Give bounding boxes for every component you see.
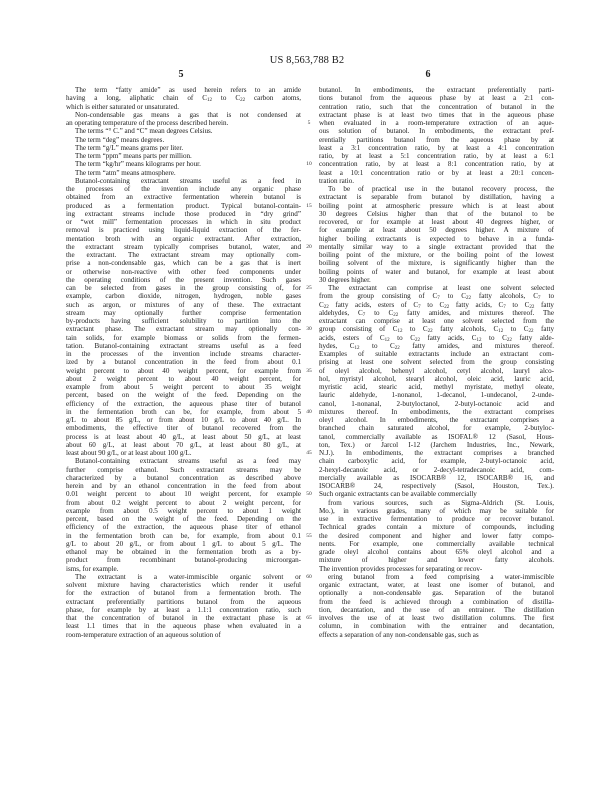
text-line: example from about 0.5 weight percent to about 1 weight [66, 506, 301, 515]
text-line: The invention provides processes for separating or recov- [319, 564, 483, 573]
text-line: the extractant stream typically comprises butanol, water, and [66, 242, 301, 251]
line-number: 10 [306, 161, 312, 168]
text-line: The extractant can comprise at least one solvent selected [328, 284, 554, 292]
line-number: 25 [306, 285, 312, 291]
text-line: lauric aldehyde, 1-nonanol, 1-decanol, 1-undecanol, 2-unde- [319, 391, 554, 400]
line-number-spacer [301, 548, 317, 556]
line-number-spacer [301, 276, 317, 284]
line-number-spacer [301, 94, 317, 102]
line-number-spacer [301, 111, 317, 119]
text-line: least about 90 g/L, or at least about 100 g/L. [66, 449, 192, 457]
line-number-spacer [301, 457, 317, 465]
text-line: The term “fatty amide” as used herein refers to an amide [75, 86, 301, 94]
text-line: Examples of suitable extractants include an extractant com- [319, 350, 554, 358]
line-number-spacer [301, 391, 317, 399]
line-number-spacer [301, 210, 317, 218]
text-line: characterized by a butanol concentration as described above [66, 473, 301, 482]
text-line: in the processes of the invention include streams character- [66, 350, 301, 358]
line-number-spacer [301, 136, 317, 144]
line-number-gutter [301, 86, 317, 639]
text-line: tration ratio. [319, 176, 355, 185]
text-line: from various sources, such as Sigma-Aldrich (St. Louis, [328, 498, 554, 507]
text-line: embodiments, the effective titer of butanol recovered from the [66, 424, 301, 433]
line-number-spacer [301, 309, 317, 317]
text-line: ratio, by at least a 5:1 concentration ratio, by at least a 6:1 [319, 152, 554, 160]
line-number: 40 [306, 408, 312, 415]
line-number-spacer [301, 292, 317, 300]
text-line: example, carbon dioxide, nitrogen, hydrogen, noble gases [66, 292, 301, 301]
line-number-spacer [301, 259, 317, 267]
line-number-spacer [301, 127, 317, 135]
line-number-spacer [301, 226, 317, 234]
line-number-spacer [301, 169, 317, 177]
line-number-spacer [301, 375, 317, 383]
text-line: 30 degrees Celsius higher than that of the butanol to be [319, 209, 554, 218]
text-line: room-temperature extraction of an aqueous solution of [66, 630, 221, 639]
text-line: can be selected from gases in the group consisting of, for [66, 284, 301, 292]
text-line: from about 0.2 weight percent to about 2 weight percent, for [66, 498, 301, 507]
text-line: least a 3:1 concentration ratio, by at least a 4:1 concentration [319, 143, 554, 152]
text-line: branched chain saturated alcohol, for example, 2-butyloc- [319, 424, 554, 433]
text-line: hydes, $C_{12}$ to $C_{22}$ fatty amides, and mixtures thereof. [319, 341, 554, 350]
line-number-spacer [301, 540, 317, 548]
text-line: ton, Tex.) or Jarcol I-12 (Jarchem Industries, Inc., Newark, [319, 440, 554, 449]
line-number-spacer [301, 86, 317, 94]
text-line: effects a separation of any non-condensable gas, such as [319, 630, 479, 639]
text-line: tanol, commercially available as ISOFAL® 12 (Sasol, Hous- [319, 432, 554, 441]
line-number-spacer [301, 424, 317, 432]
line-number-spacer [301, 268, 317, 276]
text-line: or “wet mill” fermentation processes in which in situ product [66, 218, 301, 226]
text-line: ing extractant streams include those produced in “dry grind” [66, 209, 301, 218]
line-number-spacer [301, 144, 317, 152]
line-number-spacer [301, 334, 317, 342]
line-number-spacer [301, 515, 317, 523]
text-line: when evaluated in a room-temperature extraction of an aque- [319, 119, 554, 127]
line-number-spacer [301, 589, 317, 597]
text-line: concentration ratio, by at least a 8:1 concentration ratio, by at [319, 160, 554, 169]
line-number: 45 [306, 450, 312, 456]
text-line: Mo.), in various grades, many of which may be suitable for [319, 506, 554, 515]
line-number: 30 [306, 326, 312, 333]
text-line: mentation broth with an organic extractant. After extraction, [66, 234, 301, 243]
text-line: The term “deg” means degrees. [75, 135, 165, 144]
text-line: extractant preferentially partitions butanol from the aqueous [66, 597, 301, 606]
line-number-spacer [301, 342, 317, 350]
text-line: The term “atm” means atmosphere. [75, 168, 176, 177]
text-line: that the concentration of butanol in the extractant phase is at [66, 614, 301, 622]
text-line: boiling point at atmospheric pressure which is at least about [319, 201, 554, 210]
line-number-spacer [301, 358, 317, 366]
text-line: the operating conditions of the present invention. Such gases [66, 275, 301, 284]
text-line: from the feed is achieved through a combination of distilla- [319, 597, 554, 606]
text-line: from the group consisting of $C_7$ to $C_{22}$ fatty alcohols, $C_7$ to [319, 292, 554, 301]
text-line: ISOCARB® 24, respectively (Sasol, Houston, Tex.). [319, 482, 554, 490]
text-line: herein and by an ethanol concentration in the feed from about [66, 482, 301, 490]
text-line: isms, for example. [66, 564, 119, 573]
text-line: myristic acid, stearic acid, methyl myristate, methyl oleate, [319, 383, 554, 391]
line-number-spacer [301, 474, 317, 482]
text-line: organic extractant, water, at least one isomer of butanol, and [319, 581, 554, 589]
text-line: boiling solvent of the mixture, is significantly higher than the [319, 259, 554, 268]
text-line: which is either saturated or unsaturated. [66, 102, 180, 111]
text-line: ized by a butanol concentration in the feed from about 0.1 [66, 358, 301, 367]
line-number-spacer [301, 631, 317, 639]
text-line: ous solution of butanol. In embodiments, the extractant pref- [319, 127, 554, 136]
text-line: canol, 1-nonanal, 2-butyloctanol, 2-butyl-octanoic acid and [319, 399, 554, 408]
line-number: 35 [306, 367, 312, 374]
line-number-spacer [301, 152, 317, 160]
text-line: oleyl alcohol. In embodiments, the extractant comprises a [319, 416, 554, 424]
text-line: example from about 5 weight percent to about 35 weight [66, 383, 301, 391]
text-line: further comprise ethanol. Such extractant streams may be [66, 465, 301, 474]
line-number-spacer [301, 193, 317, 201]
line-number-spacer [301, 218, 317, 226]
right-text-column [319, 86, 554, 639]
text-line: Non-condensable gas means a gas that is not condensed at [75, 110, 301, 119]
text-line: centration ratio, such that the concentration of butanol in the [319, 102, 554, 111]
patent-number-header: US 8,563,788 B2 [269, 55, 345, 66]
line-number-spacer [301, 441, 317, 449]
text-line: tain solids, for example biomass or solids from the fermen- [66, 333, 301, 342]
text-line: produced as a fermentation product. Typical butanol-contain- [66, 201, 301, 210]
text-line: g/L to about 85 g/L, or from about 10 g/L to about 40 g/L. In [66, 416, 301, 424]
text-line: least 1.1 times that in the aqueous phase when evaluated in a [66, 622, 301, 631]
text-line: percent, based on the weight of the feed. Depending on the [66, 391, 301, 400]
text-line: column, in combination with the entrainer and decantation, [319, 622, 554, 631]
text-line: Such organic extractants can be available commercially [319, 490, 477, 499]
text-line: The term “kg/hr” means kilograms per hour. [75, 160, 201, 169]
text-line: for example at least about 50 degrees higher. A mixture of [319, 226, 554, 235]
text-line: hol, myristyl alcohol, stearyl alcohol, oleic acid, lauric acid, [319, 374, 554, 383]
text-line: use in extractive fermentation to produce or recover butanol. [319, 515, 554, 523]
text-line: Butanol-containing extractant streams useful as a feed may [75, 457, 301, 466]
text-line: removal is practiced using liquid-liquid extraction of the fer- [66, 226, 301, 235]
line-number-spacer [301, 581, 317, 589]
line-number-spacer [301, 383, 317, 391]
text-line: $C_{22}$ fatty acids, esters of $C_7$ to $C_{22}$ fatty acids, $C_7$ to $C_{22}$ fatty [319, 300, 554, 309]
text-line: phase, for example by at least a 1.1:1 concentration ratio, such [66, 605, 301, 614]
text-line: boiling points of water and butanol, for example at least about [319, 267, 554, 276]
text-line: extractant can comprise at least one solvent selected from the [319, 317, 554, 325]
text-line: 30 degrees higher. [319, 275, 371, 284]
text-line: the extractant. The extractant stream may optionally com- [66, 251, 301, 259]
text-line: Butanol-containing extractant streams useful as a feed in [75, 176, 301, 185]
line-number: 60 [306, 573, 312, 580]
text-line: tation. Butanol-containing extractant streams useful as a feed [66, 341, 301, 350]
text-line: efficiency of the extraction, the aqueous phase titer of butanol [66, 399, 301, 408]
text-line: stream may optionally further comprise fermentation [66, 308, 301, 317]
text-line: least a 10:1 concentration ratio or by at least a 20:1 concen- [319, 168, 554, 177]
text-line: prise a non-condensable gas, which can be a gas that is inert [66, 259, 301, 268]
text-line: The term “g/L” means grams per liter. [75, 143, 184, 152]
line-number-spacer [301, 523, 317, 531]
text-line: The extractant is a water-immiscible organic solvent or [75, 572, 301, 581]
line-number-spacer [301, 606, 317, 614]
line-number-spacer [301, 499, 317, 507]
line-number: 15 [306, 202, 312, 209]
line-number-spacer [301, 466, 317, 474]
text-line: boiling point of the mixture, or the boiling point of the lowest [319, 251, 554, 259]
text-line: extractant phase. The extractant stream may optionally con- [66, 325, 301, 334]
text-line: product from recombinant butanol-producing microorgan- [66, 556, 301, 565]
line-number: 65 [306, 615, 312, 621]
text-line: mixture of higher and lower fatty alcohols. [319, 556, 554, 565]
text-line: about 60 g/L, at least about 70 g/L, at least about 80 g/L, at [66, 440, 301, 449]
text-line: mentally similar way to a single extractant provided that the [319, 242, 554, 251]
line-number: 55 [306, 532, 312, 539]
text-line: by-products having sufficient solubility to partition into the [66, 317, 301, 325]
text-line: in the fermentation broth can be, for example, from about 0.1 [66, 531, 301, 540]
text-line: 0.01 weight percent to about 10 weight percent, for example [66, 490, 301, 499]
text-line: ering butanol from a feed comprising a water-immiscible [328, 572, 554, 581]
line-number-spacer [301, 507, 317, 515]
text-line: N.J.). In embodiments, the extractant comprises a branched [319, 449, 554, 457]
left-text-column [66, 86, 301, 639]
text-line: extractant is separable from butanol by distillation, having a [319, 193, 554, 202]
line-number-spacer [301, 235, 317, 243]
line-number-spacer [301, 433, 317, 441]
text-line: process is at least about 40 g/L, at least about 50 g/L, at least [66, 432, 301, 441]
text-line: group consisting of $C_{12}$ to $C_{22}$ fatty alcohols, $C_{12}$ to $C_{22}$ fatty [319, 325, 554, 334]
line-number-spacer [301, 565, 317, 573]
column-number-left: 5 [178, 69, 184, 80]
text-line: To be of practical use in the butanol recovery process, the [328, 185, 554, 193]
text-line: solvent mixture having characteristics which render it useful [66, 581, 301, 589]
text-line: tion, decantation, and the use of an entrainer. The distillation [319, 605, 554, 614]
text-line: Technical grades contain a mixture of compounds, including [319, 523, 554, 532]
text-line: recovered, or for example at least about 40 degrees higher, or [319, 218, 554, 226]
text-line: efficiency of the extraction, the aqueous phase titer of ethanol [66, 523, 301, 532]
text-line: The terms “° C.” and “C” mean degrees Celsius. [75, 127, 213, 136]
text-line: or otherwise non-reactive with other feed components under [66, 267, 301, 276]
line-number-spacer [301, 103, 317, 111]
text-line: weight percent to about 40 weight percent, for example from [66, 366, 301, 375]
text-line: chain carboxylic acid, for example, 2-butyl-octanoic acid, [319, 457, 554, 466]
text-line: tions butanol from the aqueous phase by at least a 2:1 con- [319, 94, 554, 103]
line-number-spacer [301, 301, 317, 309]
text-line: higher boiling extractants is expected to behave in a funda- [319, 234, 554, 243]
text-line: the processes of the invention include any organic phase [66, 185, 301, 193]
text-line: erentially partitions butanol from the aqueous phase by at [319, 135, 554, 144]
line-number: 5 [307, 120, 311, 126]
line-number-spacer [301, 400, 317, 408]
line-number-spacer [301, 350, 317, 358]
text-line: in the fermentation broth can be, for example, from about 5 [66, 407, 301, 416]
text-line: involves the use of at least two distillation columns. The first [319, 614, 554, 622]
line-number-spacer [301, 556, 317, 564]
text-line: extractant phase is at least two times that in the aqueous phase [319, 110, 554, 119]
text-line: an operating temperature of the process described herein. [66, 119, 229, 127]
text-line: nents. For example, one commercially available technical [319, 539, 554, 548]
text-line: butanol. In embodiments, the extractant preferentially parti- [319, 86, 554, 94]
text-line: percent, based on the weight of the feed. Depending on the [66, 515, 301, 523]
line-number-spacer [301, 317, 317, 325]
line-number-spacer [301, 598, 317, 606]
line-number: 50 [306, 491, 312, 498]
text-line: The term “ppm” means parts per million. [75, 152, 192, 160]
text-line: of oleyl alcohol, behenyl alcohol, cetyl alcohol, lauryl alco- [319, 366, 554, 375]
text-line: optionally a non-condensable gas. Separation of the butanol [319, 589, 554, 598]
column-number-right: 6 [425, 69, 431, 80]
text-line: 2-hexyl-decanoic acid, or 2-decyl-tetradecanoic acid, com- [319, 465, 554, 474]
line-number-spacer [301, 251, 317, 259]
line-number-spacer [301, 177, 317, 185]
line-number-spacer [301, 185, 317, 193]
text-line: ethanol may be obtained in the fermentation broth as a by- [66, 548, 301, 556]
text-line: obtained from an extractive fermentation wherein butanol is [66, 193, 301, 202]
line-number-spacer [301, 482, 317, 490]
text-line: aldehydes, $C_7$ to $C_{22}$ fatty amides, and mixtures thereof. The [319, 308, 554, 317]
text-line: g/L to about 20 g/L, or from about 1 g/L to about 5 g/L. The [66, 539, 301, 548]
text-line: acids, esters of $C_{12}$ to $C_{22}$ fatty acids, $C_{12}$ to $C_{22}$ fatty alde- [319, 333, 554, 342]
text-line: mixtures thereof. In embodiments, the extractant comprises [319, 407, 554, 416]
text-line: prising at least one solvent selected from the group consisting [319, 358, 554, 367]
text-line: having a long, aliphatic chain of $C_{12}$ to $C_{22}$ carbon atoms, [66, 94, 301, 103]
text-line: mercially available as ISOCARB® 12, ISOCARB® 16, and [319, 473, 554, 482]
line-number-spacer [301, 416, 317, 424]
text-line: about 2 weight percent to about 40 weight percent, for [66, 374, 301, 383]
text-line: for the extraction of butanol from a fermentation broth. The [66, 589, 301, 598]
line-number: 20 [306, 243, 312, 250]
text-line: grade oleyl alcohol contains about 65% oleyl alcohol and a [319, 548, 554, 556]
text-line: such as argon, or mixtures of any of these. The extractant [66, 300, 301, 309]
text-line: the desired component and higher and lower fatty compo- [319, 531, 554, 540]
line-number-spacer [301, 622, 317, 630]
